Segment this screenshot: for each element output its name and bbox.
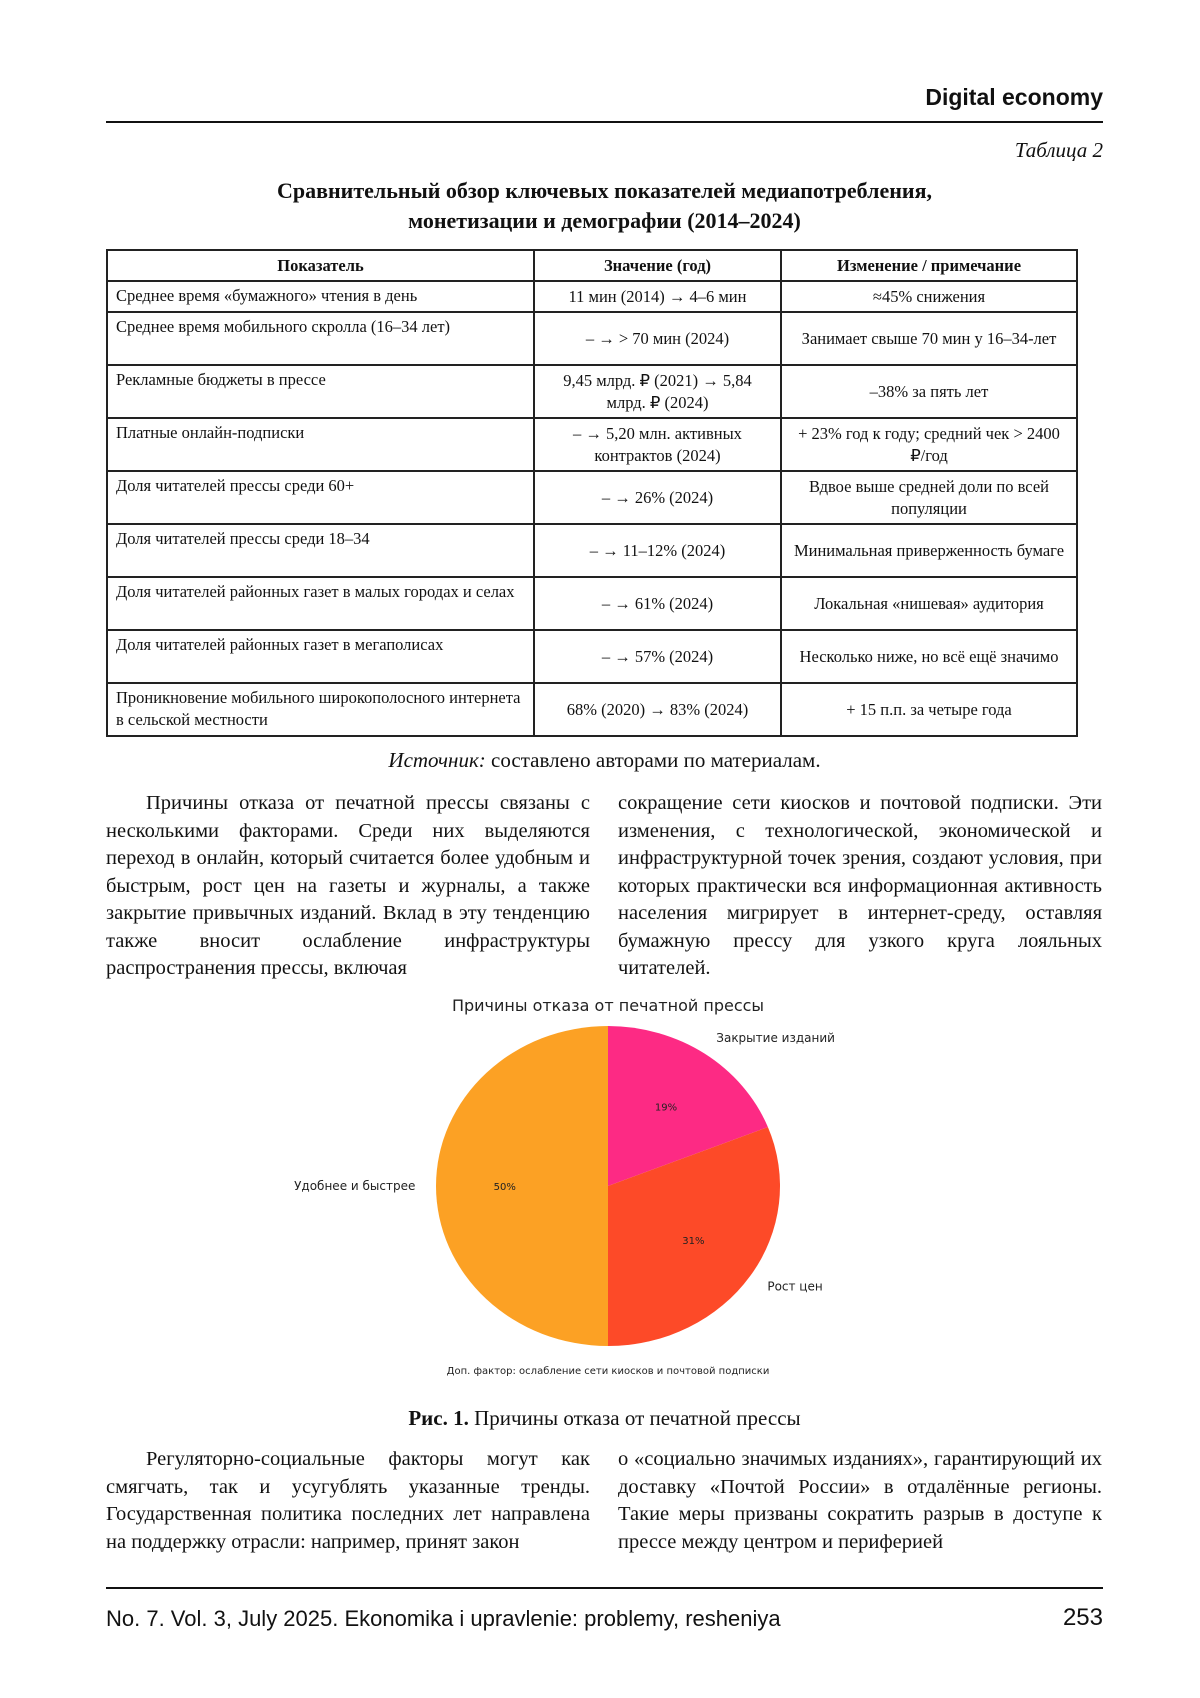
table-cell: Среднее время мобильного скролла (16–34 лет) xyxy=(107,312,534,365)
header-rule xyxy=(106,121,1103,123)
page-number: 253 xyxy=(1062,1604,1103,1631)
section-header: Digital economy xyxy=(925,84,1103,110)
figure-caption xyxy=(106,1406,1103,1431)
table-row xyxy=(107,312,1077,365)
table-cell: – → 26% (2024) xyxy=(534,471,781,524)
table-row xyxy=(107,524,1077,577)
table-title-line: Сравнительный обзор ключевых показателей медиапотребления, xyxy=(277,178,932,203)
table-cell: Вдвое выше средней доли по всей популяции xyxy=(781,471,1077,524)
table-cell: Несколько ниже, но всё ещё значимо xyxy=(781,630,1077,683)
table-cell: –38% за пять лет xyxy=(781,365,1077,418)
table-cell: Проникновение мобильного широкополосного интернета в сельской местности xyxy=(107,683,534,736)
table-cell: – → 5,20 млн. активных контрактов (2024) xyxy=(534,418,781,471)
table-cell: ≈45% снижения xyxy=(781,281,1077,312)
table-row xyxy=(107,281,1077,312)
table-row xyxy=(107,577,1077,630)
table-cell: + 23% год к году; средний чек > 2400 ₽/год xyxy=(781,418,1077,471)
table-label: Таблица 2 xyxy=(1014,138,1103,162)
pie-pct-label: 31% xyxy=(682,1235,705,1247)
pie-pct-label: 19% xyxy=(654,1102,678,1114)
indicators-table xyxy=(106,249,1078,737)
pie-pct-label: 50% xyxy=(493,1182,516,1193)
table-cell: Доля читателей районных газет в мегаполисах xyxy=(107,630,534,683)
table-row xyxy=(107,418,1077,471)
source-label: Источник: xyxy=(388,748,486,772)
table-cell: Доля читателей районных газет в малых городах и селах xyxy=(107,577,534,630)
table-cell: Среднее время «бумажного» чтения в день xyxy=(107,281,534,312)
chart-footnote: Доп. фактор: ослабление сети киосков и почтовой подписки xyxy=(446,1366,770,1377)
table-cell: Платные онлайн-подписки xyxy=(107,418,534,471)
footer-rule xyxy=(106,1587,1103,1589)
column-header: Изменение / примечание xyxy=(781,250,1077,281)
table-cell: – → 11–12% (2024) xyxy=(534,524,781,577)
table-cell: Локальная «нишевая» аудитория xyxy=(781,577,1077,630)
paragraph: Причины отказа от печатной прессы связаны с несколькими факторами. Среди них выделяются переход в онлайн, который считается более удобным и быстрым, рост цен на газеты и журналы, а также закрытие привычных изданий. Вклад в эту тенденцию также вносит ослабление инфраструктуры распространения прессы, включая xyxy=(106,792,590,979)
table-cell: 9,45 млрд. ₽ (2021) → 5,84 млрд. ₽ (2024) xyxy=(534,365,781,418)
table-cell: 68% (2020) → 83% (2024) xyxy=(534,683,781,736)
journal-footer: No. 7. Vol. 3, July 2025. Ekonomika i upravlenie: problemy, resheniya xyxy=(106,1606,781,1631)
paragraph: сокращение сети киосков и почтовой подписки. Эти изменения, с технологической, экономической и инфраструктурной точек зрения, создают условия, при которых практически вся информационная активность населения мигрирует в интернет-среду, оставляя бумажную прессу для узкого круга лояльных читателей. xyxy=(618,792,1102,979)
table-cell: Доля читателей прессы среди 60+ xyxy=(107,471,534,524)
pie-category-label: Удобнее и быстрее xyxy=(294,1179,416,1193)
table-cell: 11 мин (2014) → 4–6 мин xyxy=(534,281,781,312)
table-cell: Доля читателей прессы среди 18–34 xyxy=(107,524,534,577)
pie-category-label: Рост цен xyxy=(767,1279,823,1294)
table-row xyxy=(107,365,1077,418)
table-title-line: монетизации и демографии (2014–2024) xyxy=(408,208,801,233)
figure-caption-text: Причины отказа от печатной прессы xyxy=(468,1406,801,1430)
table-source xyxy=(106,748,1103,773)
table-row xyxy=(107,683,1077,736)
paragraph: о «социально значимых изданиях», гарантирующий их доставку «Почтой России» в отдалённые регионы. Такие меры призваны сократить разрыв в доступе к прессе между центром и периферией xyxy=(618,1448,1102,1553)
table-cell: Занимает свыше 70 мин у 16–34-лет xyxy=(781,312,1077,365)
chart-title: Причины отказа от печатной прессы xyxy=(451,996,765,1015)
table-cell: – → 57% (2024) xyxy=(534,630,781,683)
column-header: Значение (год) xyxy=(534,250,781,281)
table-row xyxy=(107,471,1077,524)
pie-chart xyxy=(250,985,950,1385)
table-cell: Минимальная приверженность бумаге xyxy=(781,524,1077,577)
figure-label: Рис. 1. xyxy=(408,1406,469,1430)
column-header: Показатель xyxy=(107,250,534,281)
table-title xyxy=(106,176,1103,236)
table-cell: Рекламные бюджеты в прессе xyxy=(107,365,534,418)
pie-category-label: Закрытие изданий xyxy=(716,1030,835,1045)
table-cell: + 15 п.п. за четыре года xyxy=(781,683,1077,736)
paragraph: Регуляторно-социальные факторы могут как смягчать, так и усугублять указанные тренды. Государственная политика последних лет направлена на поддержку отрасли: например, принят закон xyxy=(106,1448,590,1553)
table-cell: – → 61% (2024) xyxy=(534,577,781,630)
pie-slice xyxy=(436,1026,608,1346)
table-cell: – → > 70 мин (2024) xyxy=(534,312,781,365)
source-text: составлено авторами по материалам. xyxy=(485,748,821,772)
table-header-row xyxy=(107,250,1077,281)
table-row xyxy=(107,630,1077,683)
